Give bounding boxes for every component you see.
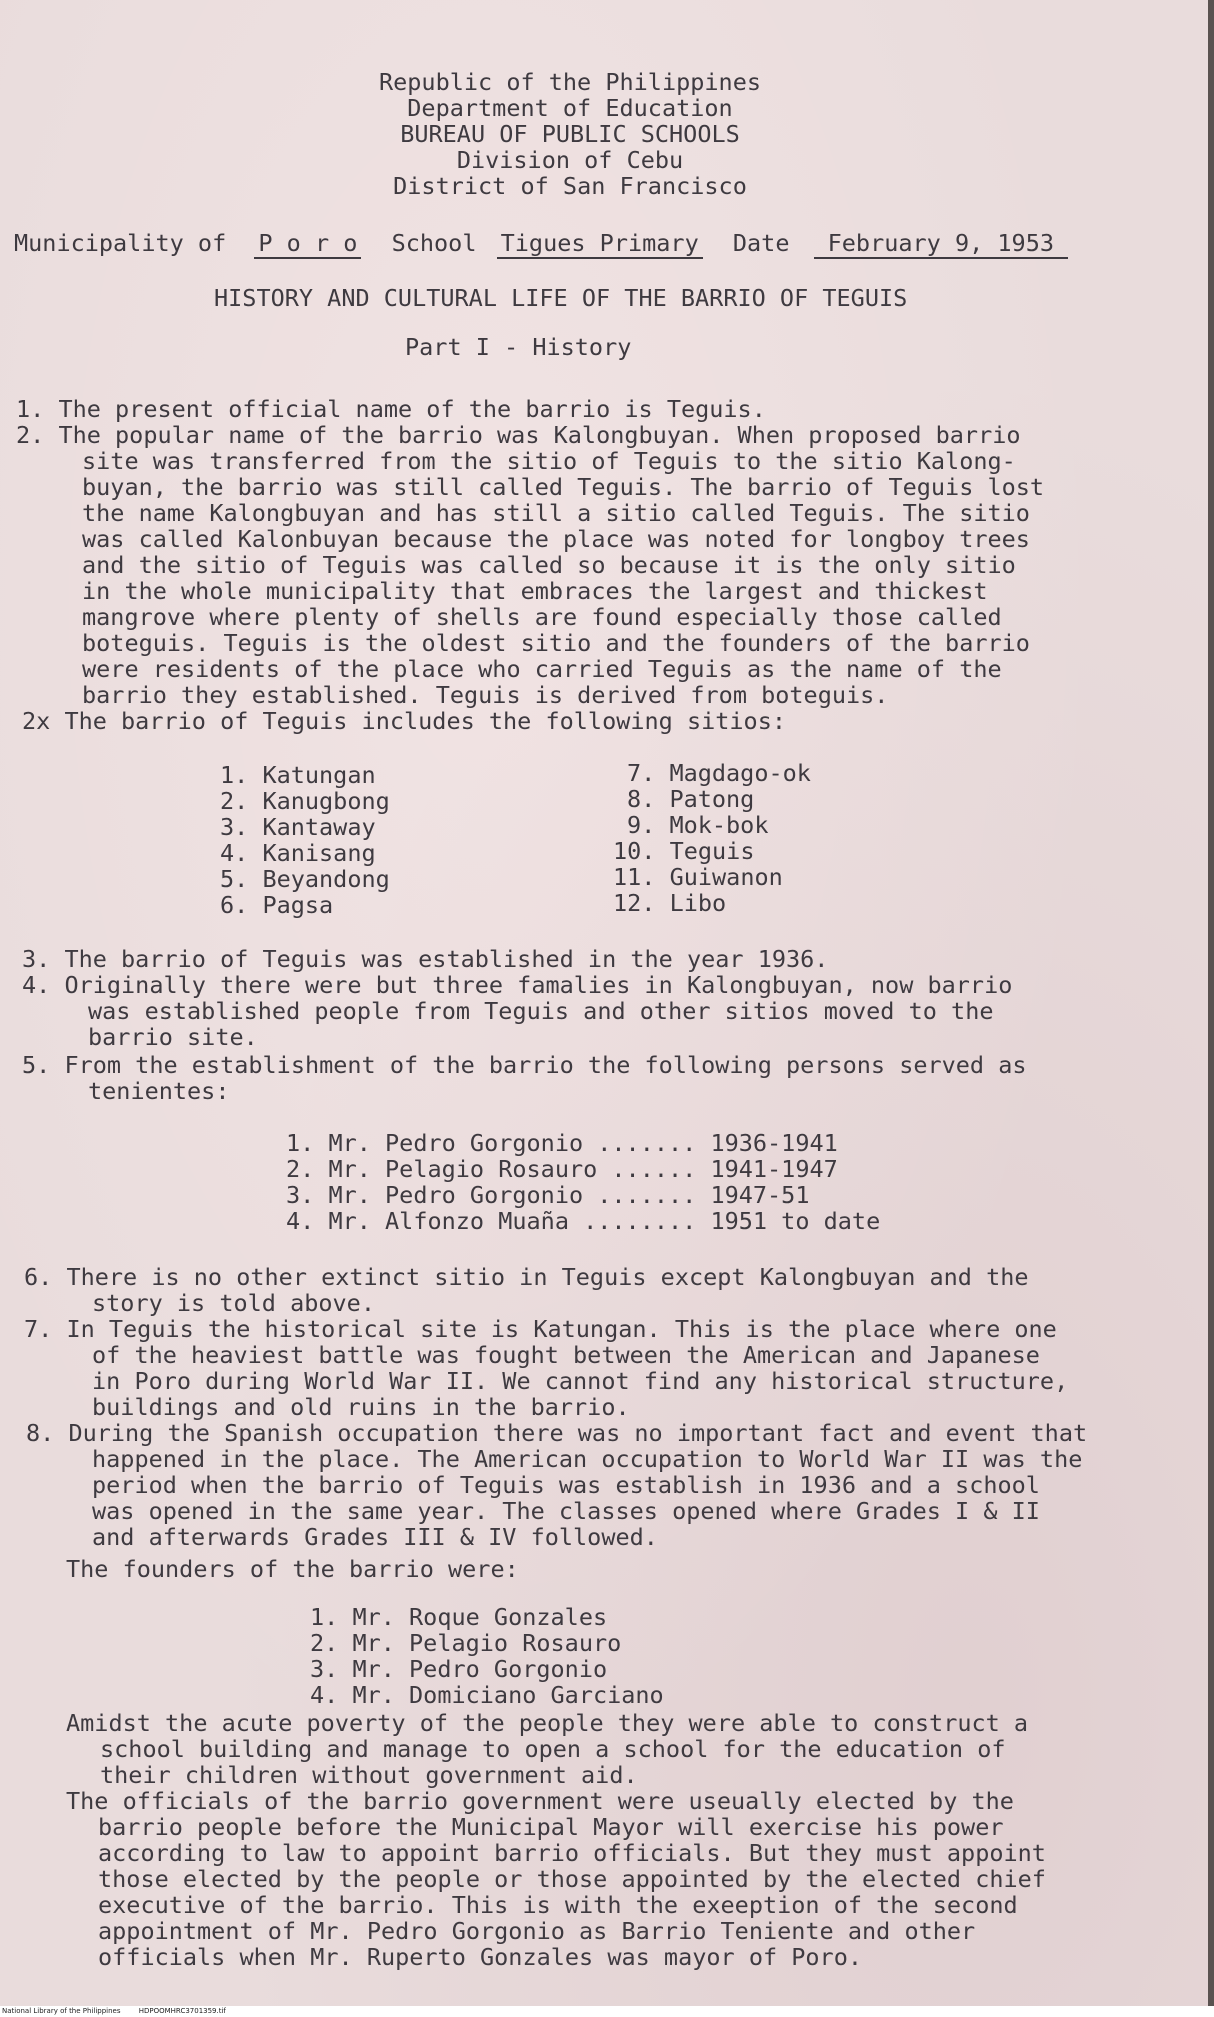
item-3-line: 3. The barrio of Teguis was established in the year 1936. — [22, 945, 829, 973]
item-2-line: boteguis. Teguis is the oldest sitio and the founders of the barrio — [82, 629, 1030, 657]
officials-line: barrio people before the Municipal Mayor will exercise his power — [98, 1813, 1004, 1841]
item-5-line: 5. From the establishment of the barrio the following persons served as — [22, 1051, 1027, 1079]
sitio-item: 11. Guiwanon — [613, 863, 783, 891]
item-7-line: buildings and old ruins in the barrio. — [92, 1393, 630, 1421]
founder-item: 4. Mr. Domiciano Garciano — [310, 1681, 664, 1709]
officials-line: officials when Mr. Ruperto Gonzales was mayor of Poro. — [98, 1943, 863, 1971]
item-2-line: site was transferred from the sitio of Teguis to the sitio Kalong- — [82, 447, 1016, 475]
amidst-line: Amidst the acute poverty of the people they were able to construct a — [66, 1709, 1029, 1737]
officials-line: appointment of Mr. Pedro Gorgonio as Barrio Teniente and other — [98, 1917, 976, 1945]
part-title: Part I - History — [405, 333, 632, 361]
item-8-line: and afterwards Grades III & IV followed. — [92, 1523, 658, 1551]
teniente-item: 4. Mr. Alfonzo Muaña ........ 1951 to date — [286, 1207, 881, 1235]
item-2-line: was called Kalonbuyan because the place was noted for longboy trees — [82, 525, 1030, 553]
item-8-line: period when the barrio of Teguis was establish in 1936 and a school — [92, 1471, 1040, 1499]
amidst-line: school building and manage to open a school for the education of — [100, 1735, 1006, 1763]
item-4-line: was established people from Teguis and other sitios moved to the — [88, 997, 994, 1025]
item-2-line: mangrove where plenty of shells are found especially those called — [82, 603, 1002, 631]
founder-item: 1. Mr. Roque Gonzales — [310, 1603, 608, 1631]
item-6-line: story is told above. — [92, 1289, 375, 1317]
footer-library: National Library of the Philippines — [2, 2007, 121, 2015]
item-7-line: in Poro during World War II. We cannot find any historical structure, — [92, 1367, 1069, 1395]
item-2-line: the name Kalongbuyan and has still a sitio called Teguis. The sitio — [82, 499, 1030, 527]
item-2x-line: 2x The barrio of Teguis includes the following sitios: — [22, 707, 787, 735]
item-4-line: 4. Originally there were but three famalies in Kalongbuyan, now barrio — [22, 971, 1013, 999]
item-4-line: barrio site. — [88, 1023, 258, 1051]
teniente-item: 1. Mr. Pedro Gorgonio ....... 1936-1941 — [286, 1129, 838, 1157]
sitio-item: 12. Libo — [613, 889, 727, 917]
officials-line: those elected by the people or those appointed by the elected chief — [98, 1865, 1046, 1893]
municipality-label: Municipality of — [14, 229, 227, 257]
letterhead-line-3: BUREAU OF PUBLIC SCHOOLS — [400, 120, 740, 148]
item-2-line: barrio they established. Teguis is derived from boteguis. — [82, 681, 889, 709]
teniente-item: 3. Mr. Pedro Gorgonio ....... 1947-51 — [286, 1181, 810, 1209]
item-7-line: of the heaviest battle was fought between the American and Japanese — [92, 1341, 1040, 1369]
item-2-line: were residents of the place who carried Teguis as the name of the — [82, 655, 1002, 683]
scan-footer — [0, 2006, 1214, 2017]
sitio-item: 3. Kantaway — [220, 813, 376, 841]
scan-edge — [1208, 0, 1214, 2006]
item-2-line: in the whole municipality that embraces the largest and thickest — [82, 577, 988, 605]
sitio-item: 8. Patong — [627, 785, 755, 813]
sitio-item: 10. Teguis — [613, 837, 755, 865]
item-2-line: and the sitio of Teguis was called so because it is the only sitio — [82, 551, 1016, 579]
date-value: February 9, 1953 — [814, 229, 1068, 259]
item-6-line: 6. There is no other extinct sitio in Teguis except Kalongbuyan and the — [24, 1263, 1029, 1291]
letterhead-line-2: Department of Education — [407, 94, 733, 122]
sitio-item: 1. Katungan — [220, 761, 376, 789]
sitio-item: 5. Beyandong — [220, 865, 390, 893]
officials-line: The officials of the barrio government were useually elected by the — [66, 1787, 1014, 1815]
item-8-line: happened in the place. The American occupation to World War II was the — [92, 1445, 1083, 1473]
letterhead-line-4: Division of Cebu — [456, 146, 684, 174]
officials-line: executive of the barrio. This is with the exeeption of the second — [98, 1891, 1018, 1919]
sitio-item: 6. Pagsa — [220, 891, 334, 919]
amidst-line: their children without government aid. — [100, 1761, 638, 1789]
teniente-item: 2. Mr. Pelagio Rosauro ...... 1941-1947 — [286, 1155, 838, 1183]
footer-file: HDPOOMHRC3701359.tif — [138, 2007, 226, 2015]
letterhead-line-5: District of San Francisco — [393, 172, 747, 200]
sitio-item: 9. Mok-bok — [627, 811, 769, 839]
date-label: Date — [732, 229, 790, 257]
school-value: Tigues Primary — [497, 229, 703, 259]
letterhead-line-1: Republic of the Philippines — [378, 68, 761, 96]
document-title: HISTORY AND CULTURAL LIFE OF THE BARRIO OF TEGUIS — [214, 284, 908, 312]
item-2-line: buyan, the barrio was still called Teguis. The barrio of Teguis lost — [82, 473, 1045, 501]
founders-intro: The founders of the barrio were: — [66, 1555, 519, 1583]
school-label: School — [391, 229, 477, 257]
item-7-line: 7. In Teguis the historical site is Katungan. This is the place where one — [24, 1315, 1057, 1343]
municipality-value: P o r o — [254, 229, 361, 259]
founder-item: 3. Mr. Pedro Gorgonio — [310, 1655, 608, 1683]
item-8-line: was opened in the same year. The classes opened where Grades I & II — [92, 1497, 1040, 1525]
officials-line: according to law to appoint barrio officials. But they must appoint — [98, 1839, 1046, 1867]
item-1-line: 1. The present official name of the barrio is Teguis. — [16, 395, 766, 423]
founder-item: 2. Mr. Pelagio Rosauro — [310, 1629, 622, 1657]
sitio-item: 7. Magdago-ok — [627, 759, 811, 787]
sitio-item: 2. Kanugbong — [220, 787, 390, 815]
school-info-line — [14, 230, 1068, 256]
item-2-line: 2. The popular name of the barrio was Kalongbuyan. When proposed barrio — [16, 421, 1021, 449]
sitio-item: 4. Kanisang — [220, 839, 376, 867]
item-8-line: 8. During the Spanish occupation there was no important fact and event that — [26, 1419, 1088, 1447]
item-5-line: tenientes: — [88, 1077, 230, 1105]
